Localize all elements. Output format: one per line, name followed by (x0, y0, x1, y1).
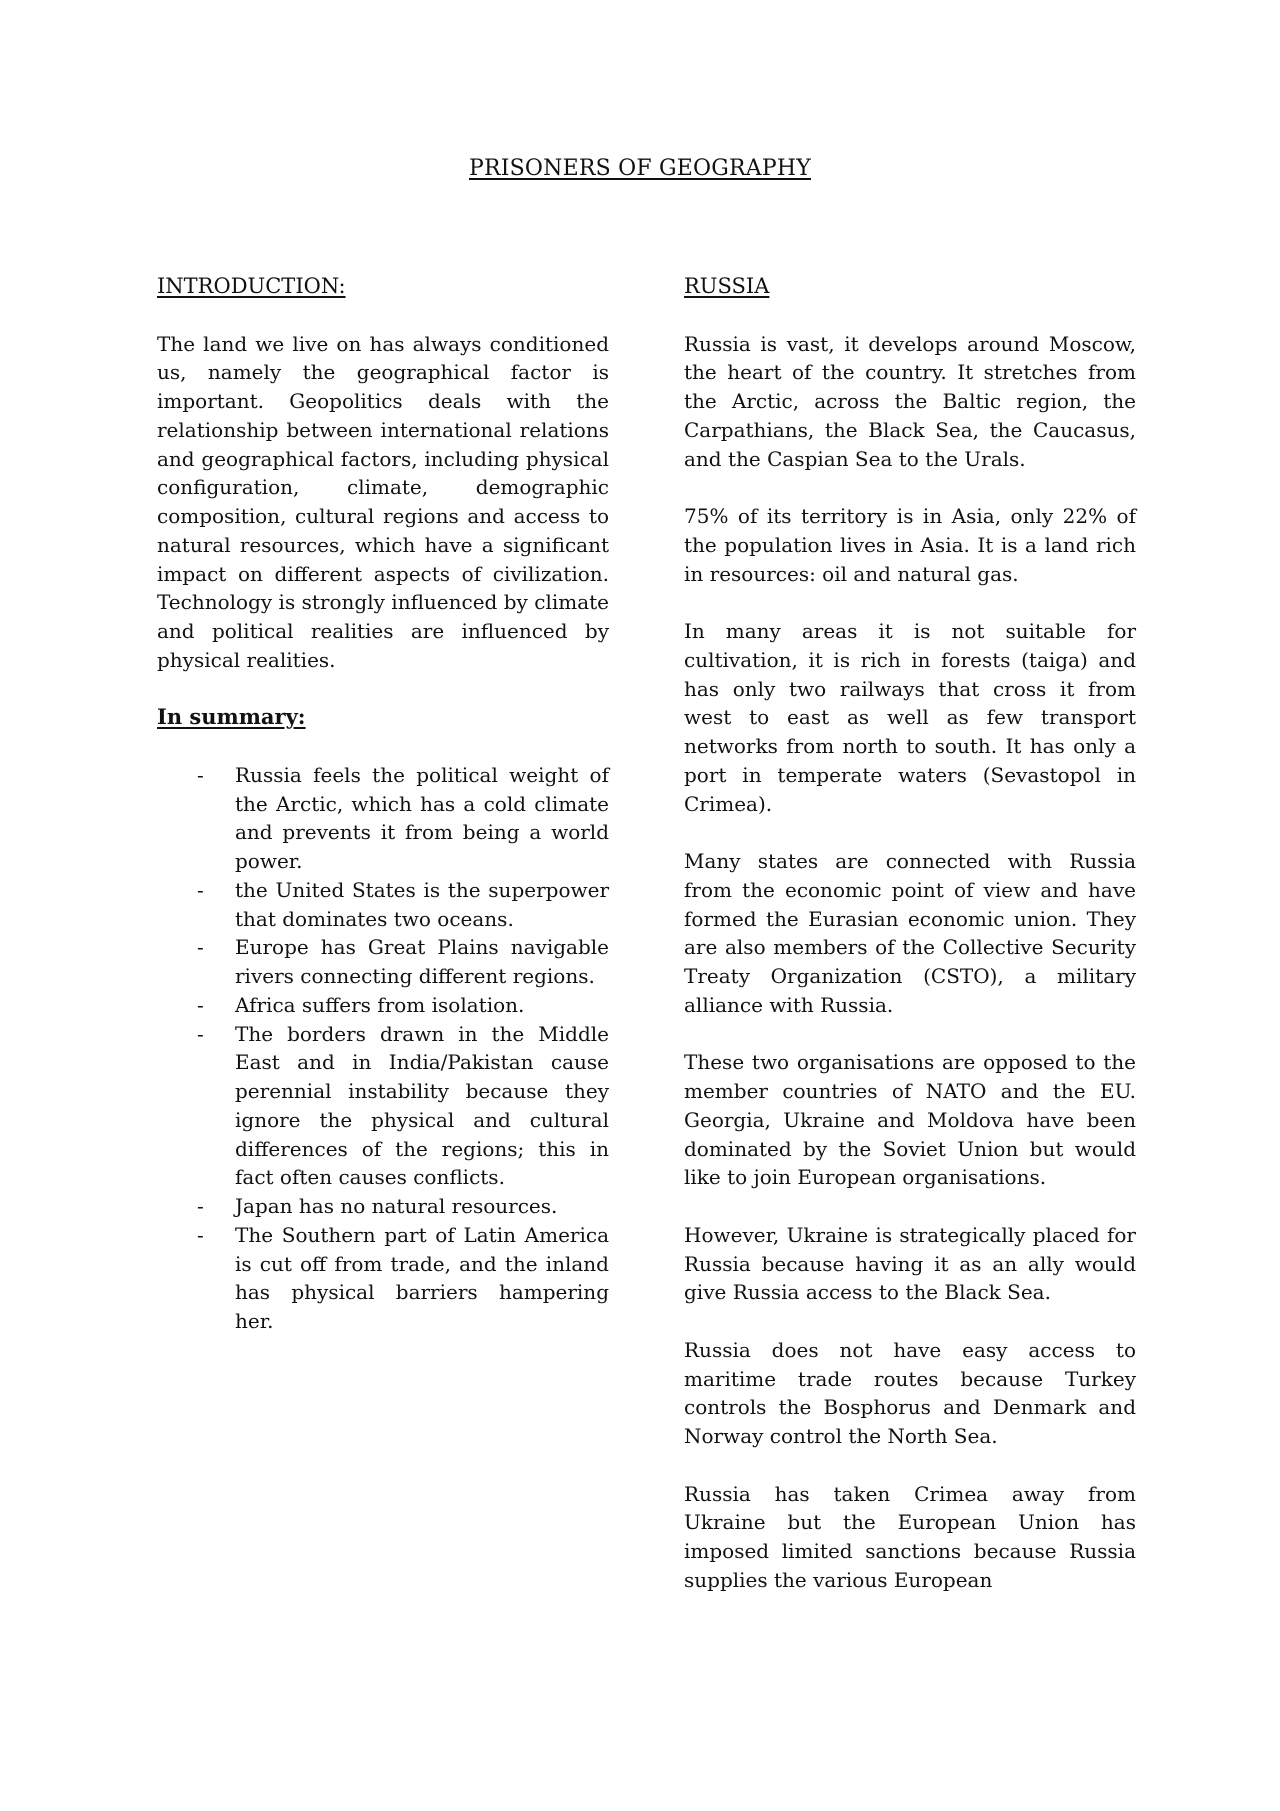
russia-paragraph: Russia is vast, it develops around Moscow, the heart of the country. It stretches from the Arctic, across the Baltic region, the Carpathians, the Black Sea, the Caucasus, and the Caspian Sea to the Urals. (684, 331, 1136, 471)
introduction-column (157, 272, 609, 1336)
bullet-dash: - (197, 1021, 204, 1046)
summary-item (157, 761, 609, 876)
russia-paragraph: In many areas it is not suitable for cultivation, it is rich in forests (taiga) and has only two railways that cross it from west to east as well as few transport networks from north to south. It has only a port in temperate waters (Sevastopol in Crimea). (684, 619, 1136, 816)
summary-item-text: Africa suffers from isolation. (235, 992, 525, 1017)
page-title: PRISONERS OF GEOGRAPHY (468, 156, 811, 181)
introduction-heading: INTRODUCTION: (157, 274, 346, 298)
bullet-dash: - (197, 935, 204, 960)
russia-paragraph: Many states are connected with Russia from the economic point of view and have formed the Eurasian economic union. They are also members of the Collective Security Treaty Organization (CSTO), a military alliance with Russia. (684, 849, 1136, 1017)
summary-item (157, 1020, 609, 1193)
summary-item-text: Europe has Great Plains navigable rivers connecting different regions. (235, 935, 609, 988)
summary-item (157, 876, 609, 934)
russia-paragraph: Russia does not have easy access to maritime trade routes because Turkey controls the Bosphorus and Denmark and Norway control the North Sea. (684, 1337, 1136, 1448)
summary-item (157, 1221, 609, 1336)
summary-item-text: Japan has no natural resources. (235, 1194, 558, 1218)
summary-item (157, 933, 609, 991)
russia-paragraph: Russia has taken Crimea away from Ukraine but the European Union has imposed limited sanctions because Russia supplies the various European (684, 1481, 1136, 1592)
summary-heading: In summary: (157, 704, 306, 730)
summary-item-text: The Southern part of Latin America is cut off from trade, and the inland has physical barriers hampering her. (235, 1222, 609, 1333)
bullet-dash: - (197, 1194, 204, 1218)
russia-paragraph: These two organisations are opposed to the member countries of NATO and the EU. Georgia, Ukraine and Moldova have been dominated by the Soviet Union but would like to join European organisations. (684, 1050, 1136, 1190)
summary-list (157, 761, 609, 1336)
bullet-dash: - (197, 762, 204, 787)
summary-item (157, 991, 609, 1020)
russia-column (684, 272, 1136, 1623)
bullet-dash: - (197, 877, 204, 902)
summary-item-text: The borders drawn in the Middle East and in India/Pakistan cause perennial instability because they ignore the physical and cultural differences of the regions; this in fact often causes conflicts. (235, 1021, 609, 1190)
summary-item-text: Russia feels the political weight of the Arctic, which has a cold climate and prevents it from being a world power. (235, 762, 609, 873)
russia-paragraph: However, Ukraine is strategically placed for Russia because having it as an ally would give Russia access to the Black Sea. (684, 1222, 1136, 1305)
summary-item-text: the United States is the superpower that dominates two oceans. (235, 877, 609, 931)
bullet-dash: - (197, 992, 204, 1017)
summary-item (157, 1192, 609, 1221)
russia-paragraph: 75% of its territory is in Asia, only 22% of the population lives in Asia. It is a land rich in resources: oil and natural gas. (684, 504, 1136, 586)
russia-heading: RUSSIA (684, 274, 770, 298)
introduction-paragraph: The land we live on has always conditioned us, namely the geographical factor is important. Geopolitics deals with the relationship between international relations and geographical factors, including physical configuration, climate, demographic composition, cultural regions and access to natural resources, which have a significant impact on different aspects of civilization. Technology is strongly influenced by climate and political realities are influenced by physical realities. (157, 331, 609, 672)
bullet-dash: - (197, 1222, 204, 1247)
